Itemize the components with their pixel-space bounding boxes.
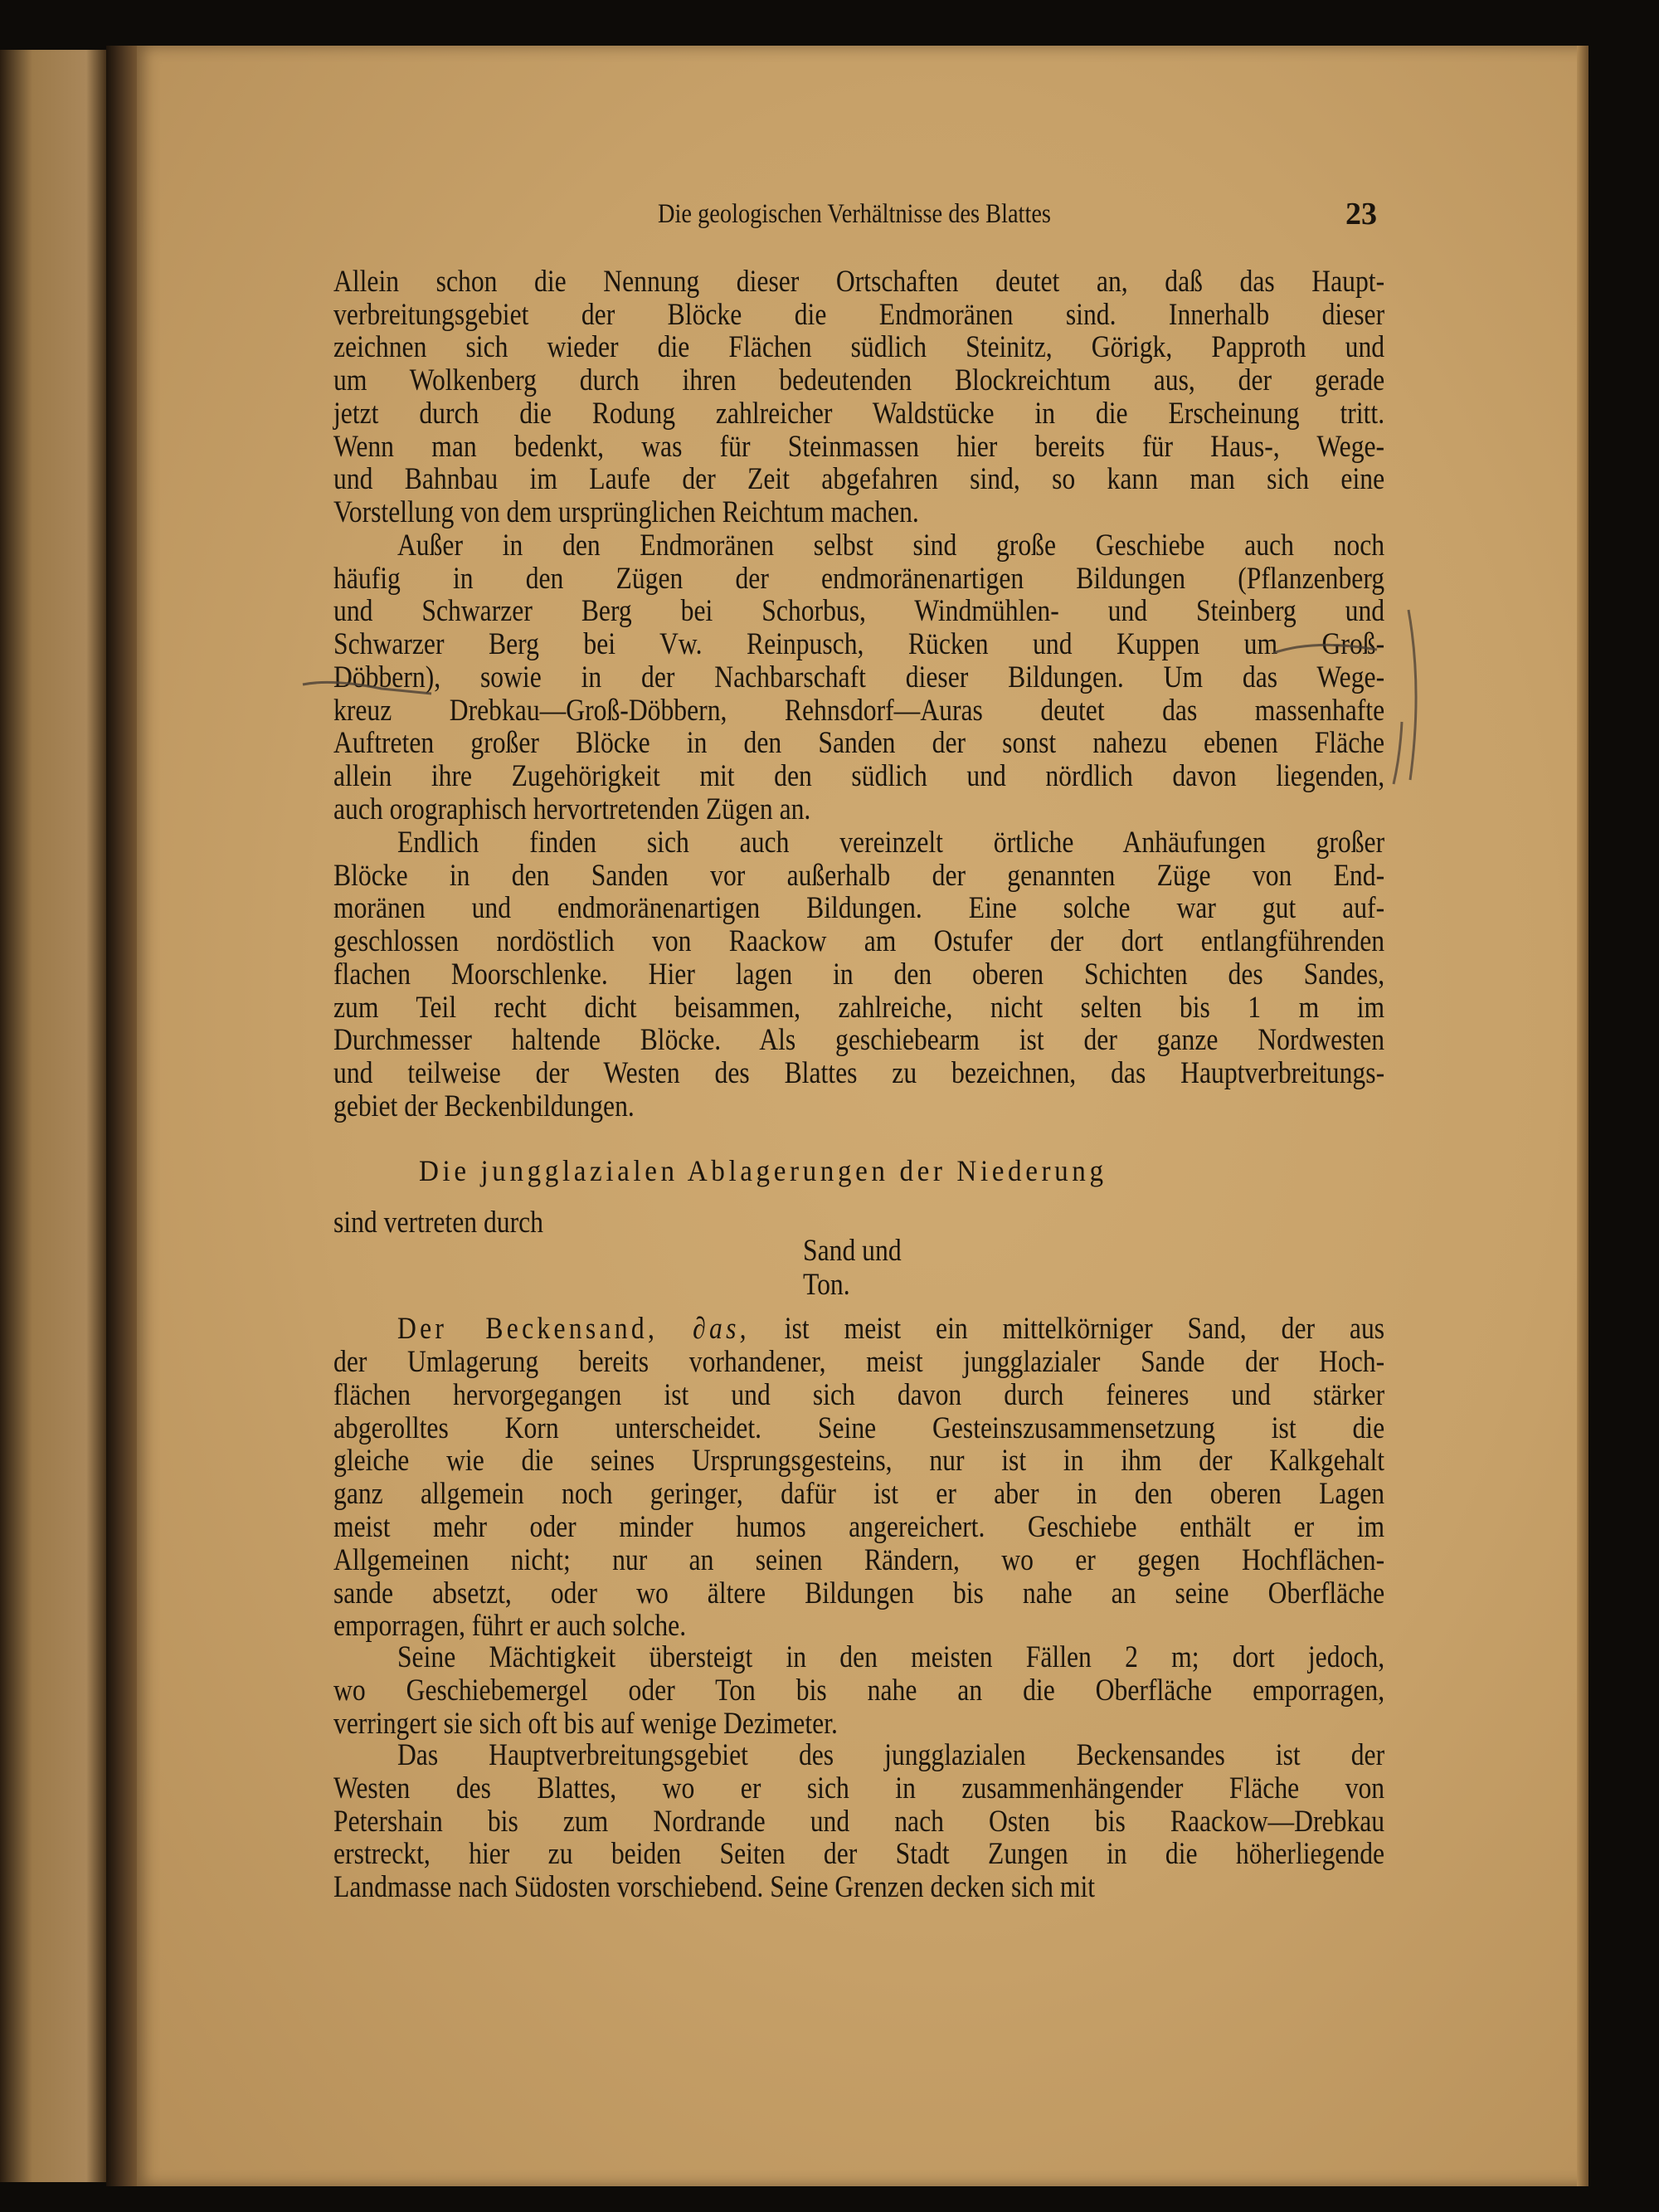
text-line: Vorstellung von dem ursprünglichen Reichtum machen.: [333, 495, 919, 529]
text-line: und Bahnbau im Laufe der Zeit abgefahren sind, so kann man sich eine: [333, 462, 1385, 497]
text-line: Döbbern), sowie in der Nachbarschaft dieser Bildungen. Um das Wege-: [333, 660, 1385, 694]
text-line: moränen und endmoränenartigen Bildungen. Eine solche war gut auf-: [333, 891, 1385, 926]
list-item-sand: Sand und: [803, 1234, 902, 1268]
text-line: Durchmesser haltende Blöcke. Als geschiebearm ist der ganze Nordwesten: [333, 1023, 1385, 1058]
running-head: Die geologischen Verhältnisse des Blattes: [658, 199, 1051, 229]
text-line: wo Geschiebemergel oder Ton bis nahe an die Oberfläche emporragen,: [333, 1673, 1385, 1708]
text-line: der Umlagerung bereits vorhandener, meist jungglazialer Sande der Hoch-: [333, 1345, 1385, 1379]
text-line: auch orographisch hervortretenden Zügen an.: [333, 792, 811, 826]
text-line: Seine Mächtigkeit übersteigt in den meisten Fällen 2 m; dort jedoch,: [397, 1640, 1385, 1674]
text-line: meist mehr oder minder humos angereichert. Geschiebe enthält er im: [333, 1510, 1385, 1544]
text-line: kreuz Drebkau—Groß-Döbbern, Rehnsdorf—Auras deutet das massenhafte: [333, 693, 1385, 728]
text-line: und teilweise der Westen des Blattes zu bezeichnen, das Hauptverbreitungs-: [333, 1055, 1385, 1090]
text-line: Schwarzer Berg bei Vw. Reinpusch, Rücken und Kuppen um Groß-: [333, 627, 1385, 662]
section-intro: sind vertreten durch: [333, 1206, 543, 1240]
text-line: verbreitungsgebiet der Blöcke die Endmoränen sind. Innerhalb dieser: [333, 297, 1385, 332]
text-line: Außer in den Endmoränen selbst sind große Geschiebe auch noch: [397, 529, 1385, 563]
text-line: allein ihre Zugehörigkeit mit den südlich und nördlich davon liegenden,: [333, 758, 1385, 793]
text-line: Endlich finden sich auch vereinzelt örtliche Anhäufungen großer: [397, 826, 1385, 860]
text-line: verringert sie sich oft bis auf wenige Dezimeter.: [333, 1706, 838, 1741]
section-heading: Die jungglazialen Ablagerungen der Niederung: [419, 1154, 1107, 1187]
text-line: häufig in den Zügen der endmoränenartigen Bildungen (Pflanzenberg: [333, 561, 1385, 596]
text-line: geschlossen nordöstlich von Raackow am Ostufer der dort entlangführenden: [333, 924, 1385, 959]
text-line: sande absetzt, oder wo ältere Bildungen bis nahe an seine Oberfläche: [333, 1576, 1385, 1610]
text-line: Allgemeinen nicht; nur an seinen Rändern, wo er gegen Hochflächen-: [333, 1542, 1385, 1577]
text-line: um Wolkenberg durch ihren bedeutenden Blockreichtum aus, der gerade: [333, 363, 1385, 398]
text-line: erstreckt, hier zu beiden Seiten der Stadt Zungen in die höherliegende: [333, 1837, 1385, 1872]
beckensand-term: Der Beckensand,: [397, 1312, 659, 1346]
text-line: flächen hervorgegangen ist und sich davon durch feineres und stärker: [333, 1377, 1385, 1412]
beckensand-first-line: [333, 1311, 1384, 1347]
text-line: emporragen, führt er auch solche.: [333, 1609, 687, 1644]
list-item-ton: Ton.: [803, 1268, 850, 1302]
text-line: Blöcke in den Sanden vor außerhalb der genannten Züge von End-: [333, 858, 1385, 893]
text-line: ganz allgemein noch geringer, dafür ist er aber in den oberen Lagen: [333, 1477, 1385, 1512]
page-edge: [1577, 46, 1588, 2186]
page-number: 23: [1345, 197, 1377, 231]
text-line: Allein schon die Nennung dieser Ortschaften deutet an, daß das Haupt-: [333, 265, 1385, 299]
text-line: Das Hauptverbreitungsgebiet des jungglazialen Beckensandes ist der: [397, 1738, 1385, 1772]
text-line: gebiet der Beckenbildungen.: [333, 1089, 635, 1123]
text-line: jetzt durch die Rodung zahlreicher Waldstücke in die Erscheinung tritt.: [333, 396, 1385, 431]
text-line: gleiche wie die seines Ursprungsgesteins, nur ist in ihm der Kalkgehalt: [333, 1444, 1385, 1479]
text-line: zeichnen sich wieder die Flächen südlich Steinitz, Görigk, Papproth und: [333, 330, 1385, 365]
text-line: Wenn man bedenkt, was für Steinmassen hier bereits für Haus-, Wege-: [333, 429, 1385, 464]
text-line: Westen des Blattes, wo er sich in zusammenhängender Fläche von: [333, 1771, 1385, 1805]
text-line: Auftreten großer Blöcke in den Sanden der sonst nahezu ebenen Fläche: [333, 726, 1385, 761]
beckensand-line-text: ist meist ein mittelkörniger Sand, der aus: [784, 1312, 1385, 1346]
previous-page-edge: [0, 50, 108, 2182]
text-line: Landmasse nach Südosten vorschiebend. Seine Grenzen decken sich mit: [333, 1870, 1096, 1905]
geologic-symbol: ∂as,: [693, 1312, 750, 1346]
text-line: zum Teil recht dicht beisammen, zahlreiche, nicht selten bis 1 m im: [333, 990, 1385, 1025]
text-line: abgerolltes Korn unterscheidet. Seine Gesteinszusammensetzung ist die: [333, 1411, 1385, 1445]
text-line: Petershain bis zum Nordrande und nach Osten bis Raackow—Drebkau: [333, 1804, 1385, 1839]
text-line: flachen Moorschlenke. Hier lagen in den oberen Schichten des Sandes,: [333, 957, 1385, 992]
text-line: und Schwarzer Berg bei Schorbus, Windmühlen- und Steinberg und: [333, 594, 1385, 629]
book-binding: [106, 46, 139, 2186]
